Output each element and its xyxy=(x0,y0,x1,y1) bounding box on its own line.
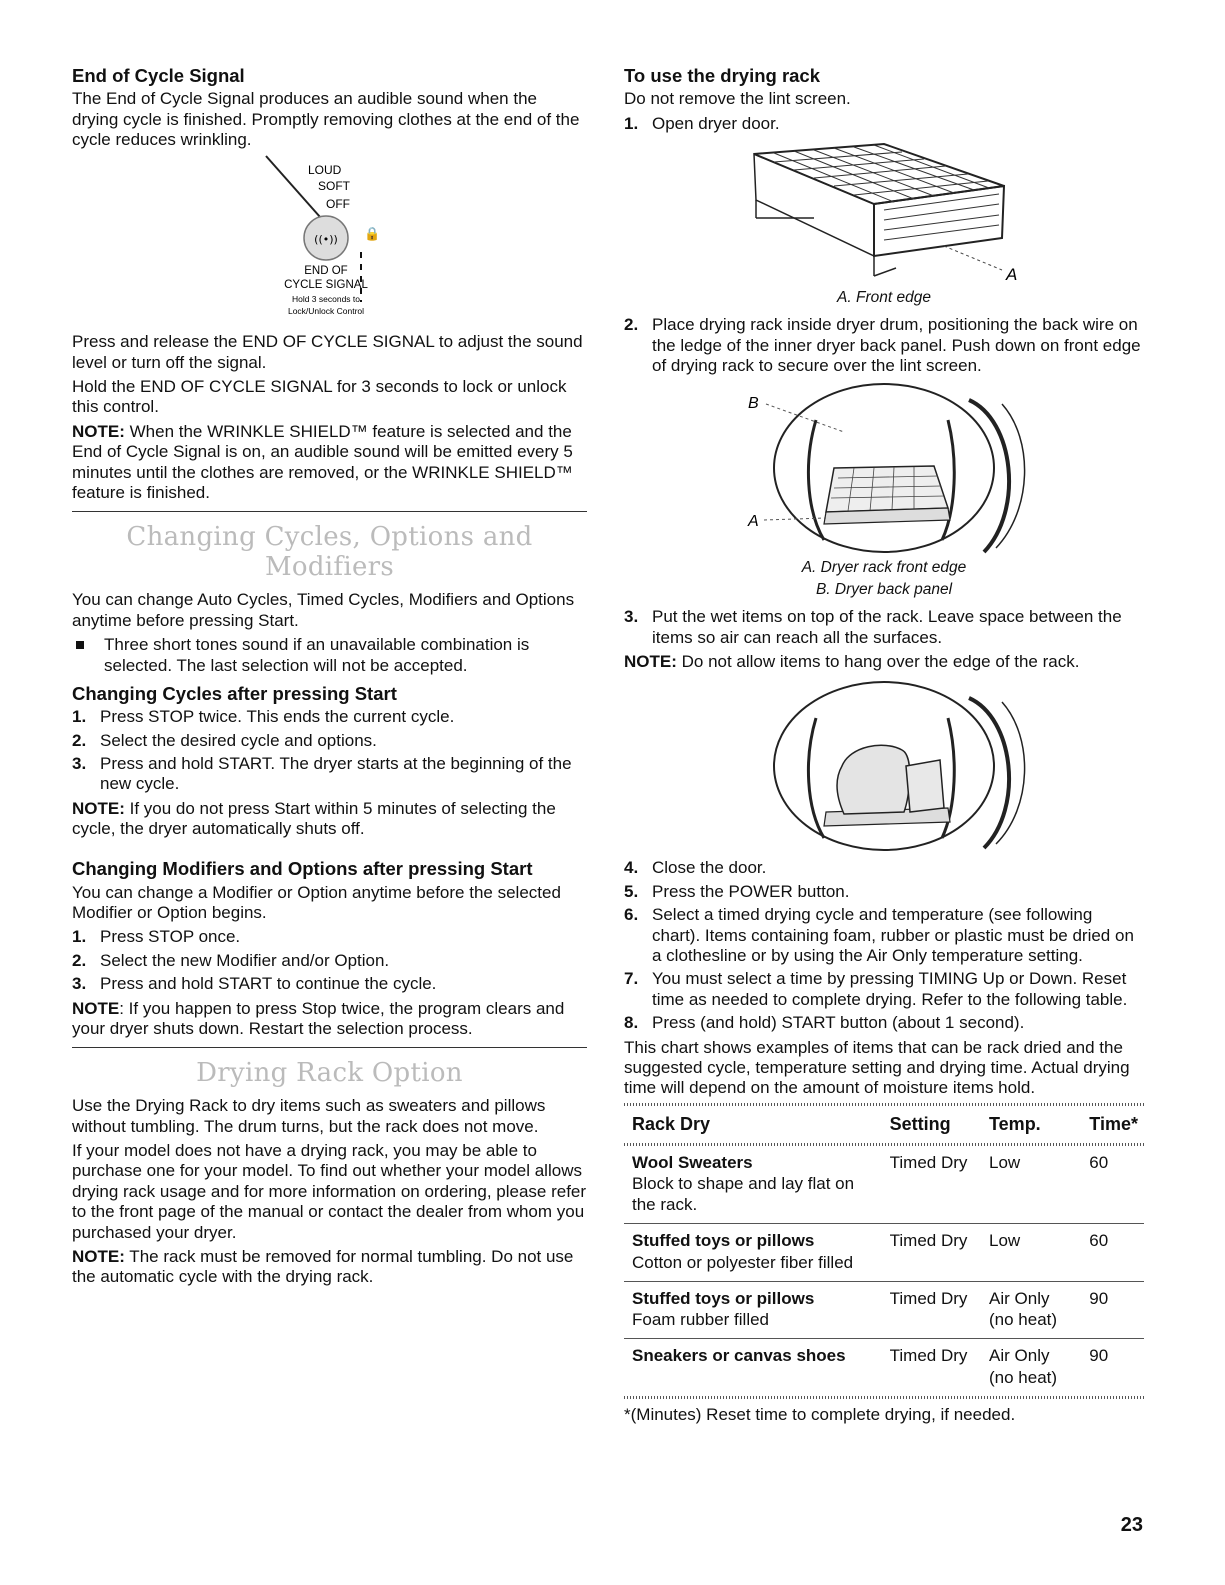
step-text: Open dryer door. xyxy=(652,113,780,133)
bullet-square-icon xyxy=(76,641,84,649)
changing-mods-note xyxy=(72,999,587,1040)
step-number: 7. xyxy=(624,969,639,989)
changing-section-title: Changing Cycles, Options and Modifiers xyxy=(126,522,533,583)
fig1-letter-a: A xyxy=(1006,264,1018,284)
fig2-caption-a: A. Dryer rack front edge xyxy=(801,559,967,577)
section-divider xyxy=(72,511,587,512)
step-number: 4. xyxy=(624,858,639,878)
item-title: Stuffed toys or pillows xyxy=(632,1288,815,1308)
fig2-letter-a: A xyxy=(748,513,759,531)
note-label: NOTE: xyxy=(624,651,677,671)
time-cell: 60 xyxy=(1081,1224,1144,1282)
step-text: Close the door. xyxy=(652,858,767,878)
list-item: 1. Open dryer door. xyxy=(624,113,780,133)
header-setting: Setting xyxy=(889,1113,951,1134)
fig2-caption-b: B. Dryer back panel xyxy=(815,580,953,598)
list-item xyxy=(624,858,1144,878)
pillow-icon xyxy=(906,760,944,812)
eoc-p1: Press and release the END OF CYCLE SIGNAL to adjust the sound level or turn off the signal. xyxy=(72,332,583,372)
item-title: Wool Sweaters xyxy=(632,1152,753,1172)
use-rack-step2 xyxy=(624,315,1144,376)
eoc-note xyxy=(72,422,587,504)
step-text: Select the desired cycle and options. xyxy=(100,730,377,750)
time-cell: 90 xyxy=(1089,1346,1109,1366)
rack-p1: Use the Drying Rack to dry items such as sweaters and pillows without tumbling. The drum turns, but the rack does not move. xyxy=(72,1096,546,1136)
note-label: NOTE xyxy=(72,998,120,1018)
changing-cycles-steps xyxy=(72,707,587,795)
list-item: 2. Select the new Modifier and/or Option. xyxy=(72,950,390,970)
list-item: 3. Press and hold START. The dryer starts at the beginning of the new cycle. xyxy=(72,754,587,795)
item-cell xyxy=(624,1339,882,1396)
rack-p2: If your model does not have a drying rack, you may be able to purchase one for your model. To find out whether your model allows drying rack usage and for more information on ordering, please refer to the front page of the manual or contact the dealer from whom you purchased your dryer. xyxy=(72,1141,587,1242)
item-desc: Cotton or polyester fiber filled xyxy=(632,1252,854,1272)
list-item: 1. Press STOP once. xyxy=(72,927,241,947)
bullet-text: Three short tones sound if an unavailable combination is selected. The last selection will not be accepted. xyxy=(104,635,530,675)
dial-label-line2: CYCLE SIGNAL xyxy=(283,279,368,292)
lock-icon: 🔒 xyxy=(363,227,380,243)
dial-hold-line2: Lock/Unlock Control xyxy=(287,306,364,317)
changing-mods-intro: You can change a Modifier or Option anytime before the selected Modifier or Option begins. xyxy=(72,882,561,922)
step-text: Press and hold START. The dryer starts at the beginning of the new cycle. xyxy=(100,753,572,794)
table-row xyxy=(624,1146,1144,1224)
end-of-cycle-dial-figure xyxy=(210,154,450,322)
list-item xyxy=(624,882,1144,902)
item-cell xyxy=(624,1281,882,1339)
item-cell xyxy=(624,1224,882,1282)
changing-bullet xyxy=(72,635,587,676)
changing-cycles-note xyxy=(72,799,587,840)
rack-in-drum-figure xyxy=(734,380,1034,556)
items-on-rack-figure xyxy=(734,676,1034,852)
sound-waves-icon: ((•)) xyxy=(313,233,338,247)
header-rack-dry: Rack Dry xyxy=(632,1113,711,1134)
rack-dry-table xyxy=(624,1110,1144,1396)
dial-hold-line1: Hold 3 seconds to xyxy=(291,294,360,305)
step-number: 6. xyxy=(624,905,639,925)
item-cell xyxy=(624,1146,882,1224)
use-rack-step1 xyxy=(624,114,1144,134)
chart-intro: This chart shows examples of items that can be rack dried and the suggested cycle, temperature setting and drying time. Actual drying time will depend on the amount of moisture items hold. xyxy=(624,1037,1130,1098)
note-text: : If you happen to press Stop twice, the program clears and your dryer shuts down. Restart the selection process. xyxy=(72,998,565,1038)
item-title: Sneakers or canvas shoes xyxy=(632,1346,846,1366)
header-time: Time* xyxy=(1089,1113,1138,1134)
note-text: When the WRINKLE SHIELD™ feature is selected and the End of Cycle Signal is on, an audible sound will be emitted every 5 minutes until the clothes are removed, or the WRINKLE SHIELD™ feature is finished. xyxy=(72,421,573,503)
note-text: Do not allow items to hang over the edge of the rack. xyxy=(676,651,1080,671)
step-text: Place drying rack inside dryer drum, positioning the back wire on the ledge of the inner dryer back panel. Push down on front edge of drying rack to secure over the lint screen. xyxy=(652,315,1141,376)
step-text: Press STOP twice. This ends the current cycle. xyxy=(100,707,455,727)
list-item xyxy=(624,1013,1144,1033)
temp-cell: Air Only (no heat) xyxy=(981,1281,1081,1339)
list-item: 3. Put the wet items on top of the rack. Leave space between the items so air can reach all the surfaces. xyxy=(624,607,1144,648)
temp-cell: Air Only (no heat) xyxy=(989,1346,1058,1387)
drying-rack-figure xyxy=(734,138,1034,286)
setting-cell: Timed Dry xyxy=(889,1346,968,1366)
step-text: Press and hold START to continue the cycle. xyxy=(100,974,437,994)
step-text: Select a timed drying cycle and temperature (see following chart). Items containing foam, rubber or plastic must be dried on a clothesline or by using the Air Only temperature setting. xyxy=(652,905,1134,965)
table-footnote: *(Minutes) Reset time to complete drying, if needed. xyxy=(624,1404,1016,1424)
right-column xyxy=(624,64,1144,1425)
left-column xyxy=(72,64,587,1292)
dial-loud-label: LOUD xyxy=(307,163,341,178)
setting-cell: Timed Dry xyxy=(882,1281,981,1339)
step-number: 8. xyxy=(624,1013,639,1033)
sweater-icon xyxy=(837,746,910,815)
list-item: 2. Place drying rack inside dryer drum, positioning the back wire on the ledge of the inner dryer back panel. Push down on front edge of drying rack to secure over the lint screen. xyxy=(624,315,1144,376)
list-item: 2. Select the desired cycle and options. xyxy=(72,730,377,750)
setting-cell: Timed Dry xyxy=(882,1224,981,1282)
dial-soft-label: SOFT xyxy=(317,179,350,194)
list-item: 3. Press and hold START to continue the cycle. xyxy=(72,974,437,994)
step-text: Select the new Modifier and/or Option. xyxy=(100,950,390,970)
table-row xyxy=(624,1224,1144,1282)
eoc-intro: The End of Cycle Signal produces an audible sound when the drying cycle is finished. Promptly removing clothes at the end of the cycle reduces wrinkling. xyxy=(72,89,580,149)
step-number: 5. xyxy=(624,881,639,901)
step-text: Put the wet items on top of the rack. Leave space between the items so air can reach all the surfaces. xyxy=(652,607,1122,647)
item-desc: Foam rubber filled xyxy=(632,1310,770,1330)
note-label: NOTE: xyxy=(72,421,125,441)
rack-note xyxy=(72,1247,587,1288)
note-label: NOTE: xyxy=(72,1247,125,1267)
item-desc: Block to shape and lay flat on the rack. xyxy=(632,1173,855,1215)
page-number: 23 xyxy=(1120,1514,1143,1536)
setting-cell: Timed Dry xyxy=(882,1146,981,1224)
note-text: If you do not press Start within 5 minutes of selecting the cycle, the dryer automatically shuts off. xyxy=(72,798,556,839)
header-temp: Temp. xyxy=(989,1113,1041,1134)
use-rack-lead: Do not remove the lint screen. xyxy=(624,89,851,109)
use-rack-note xyxy=(624,652,1144,672)
note-text: The rack must be removed for normal tumbling. Do not use the automatic cycle with the drying rack. xyxy=(72,1247,574,1287)
rack-section-title: Drying Rack Option xyxy=(196,1058,463,1089)
item-title: Stuffed toys or pillows xyxy=(632,1231,815,1251)
use-rack-step3 xyxy=(624,607,1144,648)
list-item xyxy=(624,969,1144,1010)
list-item: 1. Press STOP twice. This ends the current cycle. xyxy=(72,707,455,727)
table-header-row xyxy=(624,1110,1144,1143)
step-text: You must select a time by pressing TIMING Up or Down. Reset time as needed to complete drying. Refer to the following table. xyxy=(652,969,1128,1009)
changing-mods-title: Changing Modifiers and Options after pressing Start xyxy=(72,858,533,880)
time-cell: 60 xyxy=(1081,1146,1144,1224)
changing-mods-steps xyxy=(72,927,587,994)
use-rack-title: To use the drying rack xyxy=(624,65,821,86)
fig2-letter-b: B xyxy=(748,395,759,413)
note-label: NOTE: xyxy=(72,798,125,818)
changing-intro: You can change Auto Cycles, Timed Cycles, Modifiers and Options anytime before pressing Start. xyxy=(72,590,575,630)
table-row xyxy=(624,1281,1144,1339)
dial-label-line1: END OF xyxy=(303,265,348,278)
time-cell: 90 xyxy=(1081,1281,1144,1339)
step-text: Press STOP once. xyxy=(100,927,241,947)
table-row xyxy=(624,1339,1144,1396)
section-divider xyxy=(72,1047,587,1048)
temp-cell: Low xyxy=(981,1224,1081,1282)
temp-cell: Low xyxy=(981,1146,1081,1224)
step-text: Press the POWER button. xyxy=(652,881,850,901)
fig1-caption: A. Front edge xyxy=(837,288,931,306)
eoc-title: End of Cycle Signal xyxy=(72,65,245,86)
list-item xyxy=(624,905,1144,966)
table-top-rule xyxy=(624,1103,1144,1106)
eoc-p2: Hold the END OF CYCLE SIGNAL for 3 seconds to lock or unlock this control. xyxy=(72,377,567,417)
use-rack-steps-4-8 xyxy=(624,858,1144,1033)
changing-cycles-title: Changing Cycles after pressing Start xyxy=(72,682,397,704)
step-text: Press (and hold) START button (about 1 second). xyxy=(652,1013,1025,1033)
dial-off-label: OFF xyxy=(325,197,350,212)
table-bottom-rule xyxy=(624,1396,1144,1399)
